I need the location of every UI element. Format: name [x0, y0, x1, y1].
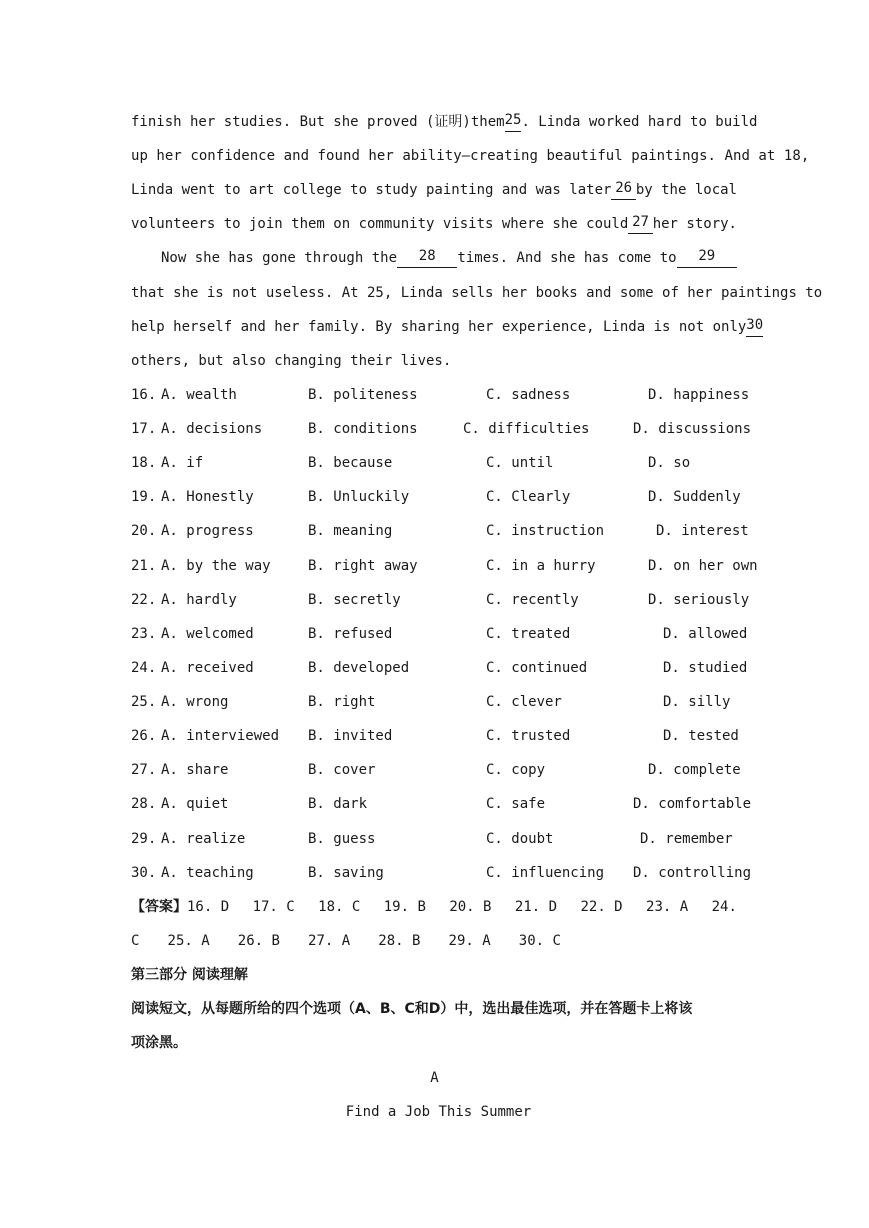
question-row: [131, 726, 741, 746]
passage-text: Linda went to art college to study painting and was later: [131, 182, 612, 198]
option-a: A. Honestly: [161, 489, 254, 505]
option-b: B. politeness: [308, 387, 418, 403]
option-b: B. cover: [308, 762, 376, 778]
passage-line-2: up her confidence and found her ability—creating beautiful paintings. And at 18,: [131, 148, 810, 164]
passage-line-1: [131, 112, 758, 132]
option-c: C. trusted: [486, 728, 571, 744]
question-row: [131, 487, 741, 507]
option-a: A. if: [161, 455, 204, 471]
blank-29: 29: [677, 248, 737, 268]
answer-entry: 19. B: [383, 899, 426, 915]
option-c: C. doubt: [486, 831, 554, 847]
question-row: [131, 521, 749, 541]
answer-entry: 18. C: [318, 899, 361, 915]
answer-entry: 30. C: [518, 933, 561, 949]
passage-text: her story.: [652, 216, 737, 232]
answer-entry: 28. B: [378, 933, 421, 949]
section-instruction: 阅读短文，从每题所给的四个选项（A、B、C和D）中，选出最佳选项，并在答题卡上将该: [131, 1001, 693, 1017]
answer-entry: 23. A: [646, 899, 689, 915]
question-row: [131, 453, 741, 473]
passage-line-8: others, but also changing their lives.: [131, 353, 452, 369]
question-number: 24.: [131, 660, 157, 676]
option-a: A. received: [161, 660, 254, 676]
passage-title: Find a Job This Summer: [345, 1104, 532, 1120]
question-row: [131, 590, 750, 610]
option-c: C. Clearly: [486, 489, 571, 505]
passage-line-3: [131, 180, 737, 200]
option-d: D. studied: [663, 660, 748, 676]
option-a: A. by the way: [161, 558, 271, 574]
option-b: B. Unluckily: [308, 489, 410, 505]
question-number: 29.: [131, 831, 157, 847]
option-a: A. teaching: [161, 865, 254, 881]
option-c: C. copy: [486, 762, 546, 778]
blank-26: 26: [611, 180, 635, 200]
option-a: A. hardly: [161, 592, 237, 608]
option-c: C. safe: [486, 796, 546, 812]
option-a: A. realize: [161, 831, 246, 847]
answer-key-line-2: [131, 931, 561, 951]
answer-entry: 21. D: [514, 899, 558, 915]
blank-30: 30: [746, 317, 763, 337]
option-c: C. clever: [486, 694, 562, 710]
option-d: D. Suddenly: [648, 489, 741, 505]
answer-entry: 25. A: [167, 933, 210, 949]
option-b: B. right away: [308, 558, 418, 574]
question-number: 19.: [131, 489, 157, 505]
option-c: C. continued: [486, 660, 588, 676]
answer-entry: 27. A: [308, 933, 351, 949]
answer-entry: 22. D: [580, 899, 623, 915]
question-number: 21.: [131, 558, 157, 574]
passage-text: finish her studies. But she proved (证明)them: [131, 114, 505, 130]
question-row: [131, 658, 748, 678]
passage-line-5: [161, 248, 737, 268]
question-row: [131, 760, 741, 780]
option-a: A. decisions: [161, 421, 263, 437]
option-b: B. invited: [308, 728, 393, 744]
passage-line-4: [131, 214, 737, 234]
blank-25: 25: [505, 112, 522, 132]
option-d: D. allowed: [663, 626, 748, 642]
option-b: B. because: [308, 455, 393, 471]
question-row: [131, 624, 748, 644]
question-number: 18.: [131, 455, 157, 471]
option-b: B. dark: [308, 796, 368, 812]
answer-key-line-1: [131, 897, 737, 917]
option-d: D. tested: [663, 728, 739, 744]
option-c: C. sadness: [486, 387, 571, 403]
answer-entry: 26. B: [237, 933, 280, 949]
option-a: A. share: [161, 762, 229, 778]
option-b: B. refused: [308, 626, 393, 642]
answer-entry: 17. C: [252, 899, 295, 915]
option-d: D. seriously: [648, 592, 750, 608]
question-number: 28.: [131, 796, 157, 812]
option-d: D. so: [648, 455, 691, 471]
option-b: B. guess: [308, 831, 376, 847]
question-row: [131, 385, 750, 405]
option-b: B. secretly: [308, 592, 401, 608]
option-d: D. comfortable: [633, 796, 752, 812]
question-row: [131, 556, 758, 576]
option-c: C. in a hurry: [486, 558, 596, 574]
question-number: 17.: [131, 421, 157, 437]
option-d: D. silly: [663, 694, 731, 710]
option-a: A. wrong: [161, 694, 229, 710]
option-b: B. meaning: [308, 523, 393, 539]
option-d: D. complete: [648, 762, 741, 778]
answer-entry: C: [131, 933, 140, 949]
option-a: A. progress: [161, 523, 254, 539]
question-number: 20.: [131, 523, 157, 539]
option-c: C. difficulties: [463, 421, 590, 437]
option-c: C. instruction: [486, 523, 605, 539]
question-number: 16.: [131, 387, 157, 403]
question-number: 25.: [131, 694, 157, 710]
passage-text: volunteers to join them on community visits where she could: [131, 216, 629, 232]
passage-line-6: that she is not useless. At 25, Linda sells her books and some of her paintings to: [131, 285, 823, 301]
passage-text: . Linda worked hard to build: [521, 114, 758, 130]
answer-entry: 16. D: [187, 899, 230, 915]
option-b: B. developed: [308, 660, 410, 676]
section-heading: 第三部分 阅读理解: [131, 967, 248, 983]
answer-label: 【答案】: [131, 899, 187, 915]
answer-entry: 20. B: [449, 899, 492, 915]
option-c: C. until: [486, 455, 554, 471]
question-number: 23.: [131, 626, 157, 642]
question-number: 30.: [131, 865, 157, 881]
option-c: C. recently: [486, 592, 579, 608]
option-a: A. welcomed: [161, 626, 254, 642]
option-d: D. remember: [640, 831, 733, 847]
blank-27: 27: [628, 214, 652, 234]
blank-28: 28: [397, 248, 457, 268]
answer-entry: 24.: [711, 899, 737, 915]
answer-entry: 29. A: [448, 933, 491, 949]
question-number: 22.: [131, 592, 157, 608]
option-b: B. saving: [308, 865, 384, 881]
passage-text: help herself and her family. By sharing her experience, Linda is not only: [131, 319, 747, 335]
option-c: C. treated: [486, 626, 571, 642]
option-d: D. discussions: [633, 421, 752, 437]
passage-line-7: [131, 317, 764, 337]
option-b: B. right: [308, 694, 376, 710]
option-d: D. on her own: [648, 558, 758, 574]
option-a: A. interviewed: [161, 728, 280, 744]
passage-text: by the local: [635, 182, 737, 198]
option-a: A. wealth: [161, 387, 237, 403]
passage-letter: A: [430, 1070, 439, 1086]
option-b: B. conditions: [308, 421, 418, 437]
question-row: [131, 419, 752, 439]
question-row: [131, 794, 752, 814]
answer-entry: [131, 897, 229, 917]
option-d: D. happiness: [648, 387, 750, 403]
option-a: A. quiet: [161, 796, 229, 812]
question-number: 27.: [131, 762, 157, 778]
option-d: D. interest: [656, 523, 749, 539]
passage-text: times. And she has come to: [457, 250, 677, 266]
passage-text: Now she has gone through the: [161, 250, 398, 266]
question-number: 26.: [131, 728, 157, 744]
question-row: [131, 692, 741, 712]
option-c: C. influencing: [486, 865, 605, 881]
section-instruction-cont: 项涂黑。: [131, 1035, 187, 1051]
question-row: [131, 863, 752, 883]
option-d: D. controlling: [633, 865, 752, 881]
question-row: [131, 829, 741, 849]
